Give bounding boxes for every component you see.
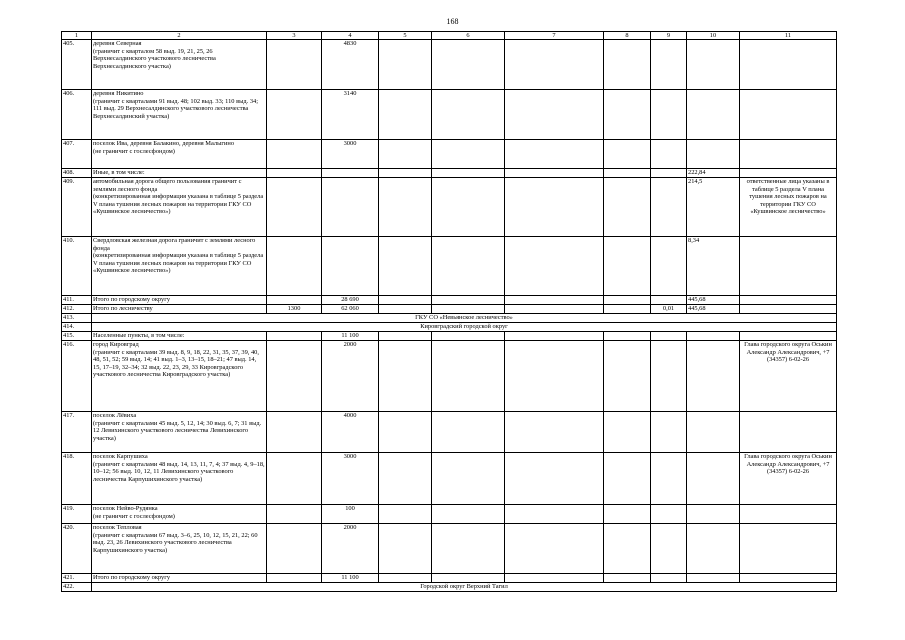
object-description-cell: Итого по городскому округу xyxy=(92,296,267,305)
table-row xyxy=(62,453,837,505)
area-cell xyxy=(322,178,379,237)
column-9-cell: 0,01 xyxy=(651,305,687,314)
row-number-cell: 406. xyxy=(62,90,92,140)
column-6-cell xyxy=(432,296,505,305)
length-cell xyxy=(687,341,740,412)
column-6-cell xyxy=(432,524,505,574)
column-3-cell xyxy=(267,40,322,90)
table-body xyxy=(62,40,837,592)
column-7-cell xyxy=(505,237,604,296)
column-3-cell xyxy=(267,341,322,412)
column-6-cell xyxy=(432,169,505,178)
column-6-cell xyxy=(432,332,505,341)
column-8-cell xyxy=(604,332,651,341)
column-5-cell xyxy=(379,453,432,505)
table-row xyxy=(62,90,837,140)
area-cell: 4000 xyxy=(322,412,379,453)
column-8-cell xyxy=(604,341,651,412)
table-row xyxy=(62,40,837,90)
row-number-cell: 407. xyxy=(62,140,92,169)
object-description-cell: город Кировград (граничит с кварталами 39 выд. 8, 9, 18, 22, 31, 35, 37, 39, 40, 48, 51, 52; 59 выд. 14; 41 выд. 1–3, 13–15, 18–21; 47 выд. 14, 15, 17–19, 32–34; 32 выд. 22, 23, 29, 33 Кировградского участкового лесничества Кировградского участка) xyxy=(92,341,267,412)
column-8-cell xyxy=(604,453,651,505)
table-row xyxy=(62,296,837,305)
row-number-cell: 409. xyxy=(62,178,92,237)
length-cell xyxy=(687,412,740,453)
column-9-cell xyxy=(651,169,687,178)
column-8-cell xyxy=(604,40,651,90)
column-8-cell xyxy=(604,524,651,574)
column-7-cell xyxy=(505,169,604,178)
responsible-person-cell xyxy=(740,237,837,296)
column-7-cell xyxy=(505,178,604,237)
object-description-cell: Итого по городскому округу xyxy=(92,574,267,583)
responsible-person-cell xyxy=(740,169,837,178)
column-header: 11 xyxy=(740,32,837,40)
column-5-cell xyxy=(379,296,432,305)
row-number-cell: 420. xyxy=(62,524,92,574)
section-title-cell: Кировградский городской округ xyxy=(92,323,837,332)
column-6-cell xyxy=(432,90,505,140)
object-description-cell: автомобильная дорога общего пользования граничит с землями лесного фонда (конкретизированная информация указана в таблице 5 раздела V плана тушения лесных пожаров на территории ГКУ СО «Кушвинское лесничество») xyxy=(92,178,267,237)
area-cell: 28 690 xyxy=(322,296,379,305)
area-cell xyxy=(322,237,379,296)
section-title-cell: Городской округ Верхний Тагил xyxy=(92,583,837,592)
object-description-cell: Итого по лесничеству xyxy=(92,305,267,314)
column-7-cell xyxy=(505,332,604,341)
length-cell: 8,34 xyxy=(687,237,740,296)
column-8-cell xyxy=(604,412,651,453)
object-description-cell: поселок Тепловая (граничит с кварталами 67 выд. 3–6, 25, 10, 12, 15, 21, 22; 60 выд. 23, 26 Левихинского участкового лесничества Карпушихинского участка) xyxy=(92,524,267,574)
area-cell: 11 100 xyxy=(322,332,379,341)
column-header: 2 xyxy=(92,32,267,40)
column-5-cell xyxy=(379,178,432,237)
page-number: 168 xyxy=(446,17,459,26)
column-3-cell xyxy=(267,453,322,505)
column-header: 1 xyxy=(62,32,92,40)
column-5-cell xyxy=(379,237,432,296)
table-row xyxy=(62,314,837,323)
length-cell xyxy=(687,453,740,505)
column-6-cell xyxy=(432,305,505,314)
table-row xyxy=(62,169,837,178)
column-6-cell xyxy=(432,178,505,237)
responsible-person-cell xyxy=(740,140,837,169)
column-8-cell xyxy=(604,140,651,169)
object-description-cell: Иные, в том числе: xyxy=(92,169,267,178)
column-8-cell xyxy=(604,90,651,140)
column-3-cell xyxy=(267,332,322,341)
column-7-cell xyxy=(505,140,604,169)
column-5-cell xyxy=(379,524,432,574)
column-5-cell xyxy=(379,305,432,314)
column-3-cell xyxy=(267,237,322,296)
column-7-cell xyxy=(505,412,604,453)
length-cell xyxy=(687,574,740,583)
column-7-cell xyxy=(505,90,604,140)
column-3-cell xyxy=(267,505,322,524)
column-3-cell xyxy=(267,178,322,237)
area-cell: 3000 xyxy=(322,140,379,169)
column-7-cell xyxy=(505,505,604,524)
column-9-cell xyxy=(651,332,687,341)
column-5-cell xyxy=(379,332,432,341)
length-cell xyxy=(687,90,740,140)
responsible-person-cell xyxy=(740,505,837,524)
column-6-cell xyxy=(432,140,505,169)
area-cell: 2000 xyxy=(322,341,379,412)
column-7-cell xyxy=(505,296,604,305)
table-row xyxy=(62,505,837,524)
column-9-cell xyxy=(651,412,687,453)
table-row xyxy=(62,341,837,412)
column-6-cell xyxy=(432,574,505,583)
column-8-cell xyxy=(604,169,651,178)
area-cell: 3000 xyxy=(322,453,379,505)
column-6-cell xyxy=(432,237,505,296)
column-header: 3 xyxy=(267,32,322,40)
row-number-cell: 419. xyxy=(62,505,92,524)
responsible-person-cell xyxy=(740,412,837,453)
object-description-cell: поселок Лёвиха (граничит с кварталами 45 выд. 5, 12, 14; 30 выд. 6, 7; 31 выд. 12 Левихинского участкового лесничества Левихинского участка) xyxy=(92,412,267,453)
row-number-cell: 410. xyxy=(62,237,92,296)
table-row xyxy=(62,178,837,237)
length-cell: 445,68 xyxy=(687,305,740,314)
column-9-cell xyxy=(651,237,687,296)
row-number-cell: 418. xyxy=(62,453,92,505)
row-number-cell: 413. xyxy=(62,314,92,323)
column-6-cell xyxy=(432,341,505,412)
column-header: 8 xyxy=(604,32,651,40)
table-row xyxy=(62,524,837,574)
object-description-cell: Свердловская железная дорога граничит с землями лесного фонда (конкретизированная информация указана в таблице 5 раздела V плана тушения лесных пожаров на территории ГКУ СО «Кушвинское лесничество») xyxy=(92,237,267,296)
column-header: 7 xyxy=(505,32,604,40)
column-5-cell xyxy=(379,140,432,169)
row-number-cell: 422. xyxy=(62,583,92,592)
length-cell: 214,5 xyxy=(687,178,740,237)
column-7-cell xyxy=(505,341,604,412)
object-description-cell: деревня Никитино (граничит с кварталами 91 выд. 48; 102 выд. 33; 110 выд. 34; 111 выд. 29 Верхнесалдинского участкового лесничества Верхнесалдинский участка) xyxy=(92,90,267,140)
row-number-cell: 416. xyxy=(62,341,92,412)
column-9-cell xyxy=(651,505,687,524)
row-number-cell: 417. xyxy=(62,412,92,453)
length-cell xyxy=(687,524,740,574)
responsible-person-cell xyxy=(740,524,837,574)
responsible-person-cell xyxy=(740,574,837,583)
column-9-cell xyxy=(651,341,687,412)
column-5-cell xyxy=(379,412,432,453)
area-cell: 11 100 xyxy=(322,574,379,583)
column-8-cell xyxy=(604,305,651,314)
column-3-cell xyxy=(267,412,322,453)
area-cell xyxy=(322,169,379,178)
column-6-cell xyxy=(432,505,505,524)
area-cell: 62 060 xyxy=(322,305,379,314)
column-7-cell xyxy=(505,305,604,314)
column-7-cell xyxy=(505,524,604,574)
object-description-cell: Населенные пункты, в том числе: xyxy=(92,332,267,341)
row-number-cell: 405. xyxy=(62,40,92,90)
column-header: 6 xyxy=(432,32,505,40)
column-6-cell xyxy=(432,40,505,90)
area-cell: 3140 xyxy=(322,90,379,140)
column-header: 5 xyxy=(379,32,432,40)
column-9-cell xyxy=(651,40,687,90)
responsible-person-cell: Глава городского округа Оськин Александр Александрович, +7 (34357) 6-02-26 xyxy=(740,341,837,412)
column-3-cell xyxy=(267,169,322,178)
object-description-cell: поселок Нейво-Рудянка (не граничит с гослесфондом) xyxy=(92,505,267,524)
table-row xyxy=(62,237,837,296)
column-3-cell: 1300 xyxy=(267,305,322,314)
responsible-person-cell: ответственные лица указаны в таблице 5 раздела V плана тушения лесных пожаров на территории ГКУ СО «Кушвинское лесничество» xyxy=(740,178,837,237)
column-7-cell xyxy=(505,574,604,583)
column-5-cell xyxy=(379,90,432,140)
column-header: 9 xyxy=(651,32,687,40)
column-6-cell xyxy=(432,453,505,505)
column-3-cell xyxy=(267,574,322,583)
length-cell xyxy=(687,140,740,169)
table-row xyxy=(62,583,837,592)
row-number-cell: 415. xyxy=(62,332,92,341)
responsible-person-cell: Глава городского округа Оськин Александр Александрович, +7 (34357) 6-02-26 xyxy=(740,453,837,505)
object-description-cell: поселок Карпушиха (граничит с кварталами 48 выд. 14, 13, 11, 7, 4; 37 выд. 4, 9–18, 10–12; 56 выд. 10, 12, 11 Левихинского участкового лесничества Карпушихинского участка) xyxy=(92,453,267,505)
row-number-cell: 421. xyxy=(62,574,92,583)
length-cell: 445,68 xyxy=(687,296,740,305)
column-8-cell xyxy=(604,574,651,583)
column-9-cell xyxy=(651,524,687,574)
column-8-cell xyxy=(604,178,651,237)
table-row xyxy=(62,412,837,453)
table-row xyxy=(62,140,837,169)
column-3-cell xyxy=(267,524,322,574)
column-9-cell xyxy=(651,178,687,237)
column-9-cell xyxy=(651,574,687,583)
column-5-cell xyxy=(379,574,432,583)
row-number-cell: 412. xyxy=(62,305,92,314)
length-cell xyxy=(687,40,740,90)
column-header: 10 xyxy=(687,32,740,40)
column-6-cell xyxy=(432,412,505,453)
responsible-person-cell xyxy=(740,90,837,140)
column-5-cell xyxy=(379,40,432,90)
length-cell: 222,84 xyxy=(687,169,740,178)
row-number-cell: 414. xyxy=(62,323,92,332)
length-cell xyxy=(687,332,740,341)
column-9-cell xyxy=(651,296,687,305)
row-number-cell: 411. xyxy=(62,296,92,305)
column-8-cell xyxy=(604,296,651,305)
column-8-cell xyxy=(604,505,651,524)
row-number-cell: 408. xyxy=(62,169,92,178)
column-3-cell xyxy=(267,296,322,305)
responsible-person-cell xyxy=(740,305,837,314)
table-row xyxy=(62,305,837,314)
column-9-cell xyxy=(651,90,687,140)
object-description-cell: деревня Северная (граничит с кварталом 58 выд. 19, 21, 25, 26 Верхнесалдинского участкового лесничества Верхнесалдинского участка) xyxy=(92,40,267,90)
table-row xyxy=(62,323,837,332)
column-5-cell xyxy=(379,169,432,178)
column-header: 4 xyxy=(322,32,379,40)
column-5-cell xyxy=(379,505,432,524)
area-cell: 4830 xyxy=(322,40,379,90)
table-row xyxy=(62,332,837,341)
column-3-cell xyxy=(267,140,322,169)
length-cell xyxy=(687,505,740,524)
responsible-person-cell xyxy=(740,332,837,341)
table-row xyxy=(62,574,837,583)
column-5-cell xyxy=(379,341,432,412)
area-cell: 100 xyxy=(322,505,379,524)
object-description-cell: поселок Ива, деревня Балакино, деревня Малыгино (не граничит с гослесфондом) xyxy=(92,140,267,169)
column-9-cell xyxy=(651,453,687,505)
column-8-cell xyxy=(604,237,651,296)
column-3-cell xyxy=(267,90,322,140)
responsible-person-cell xyxy=(740,296,837,305)
area-cell: 2000 xyxy=(322,524,379,574)
responsible-person-cell xyxy=(740,40,837,90)
column-7-cell xyxy=(505,453,604,505)
column-7-cell xyxy=(505,40,604,90)
header-row xyxy=(62,32,837,40)
section-title-cell: ГКУ СО «Невьянское лесничество» xyxy=(92,314,837,323)
fire-plan-table xyxy=(61,31,837,592)
column-9-cell xyxy=(651,140,687,169)
